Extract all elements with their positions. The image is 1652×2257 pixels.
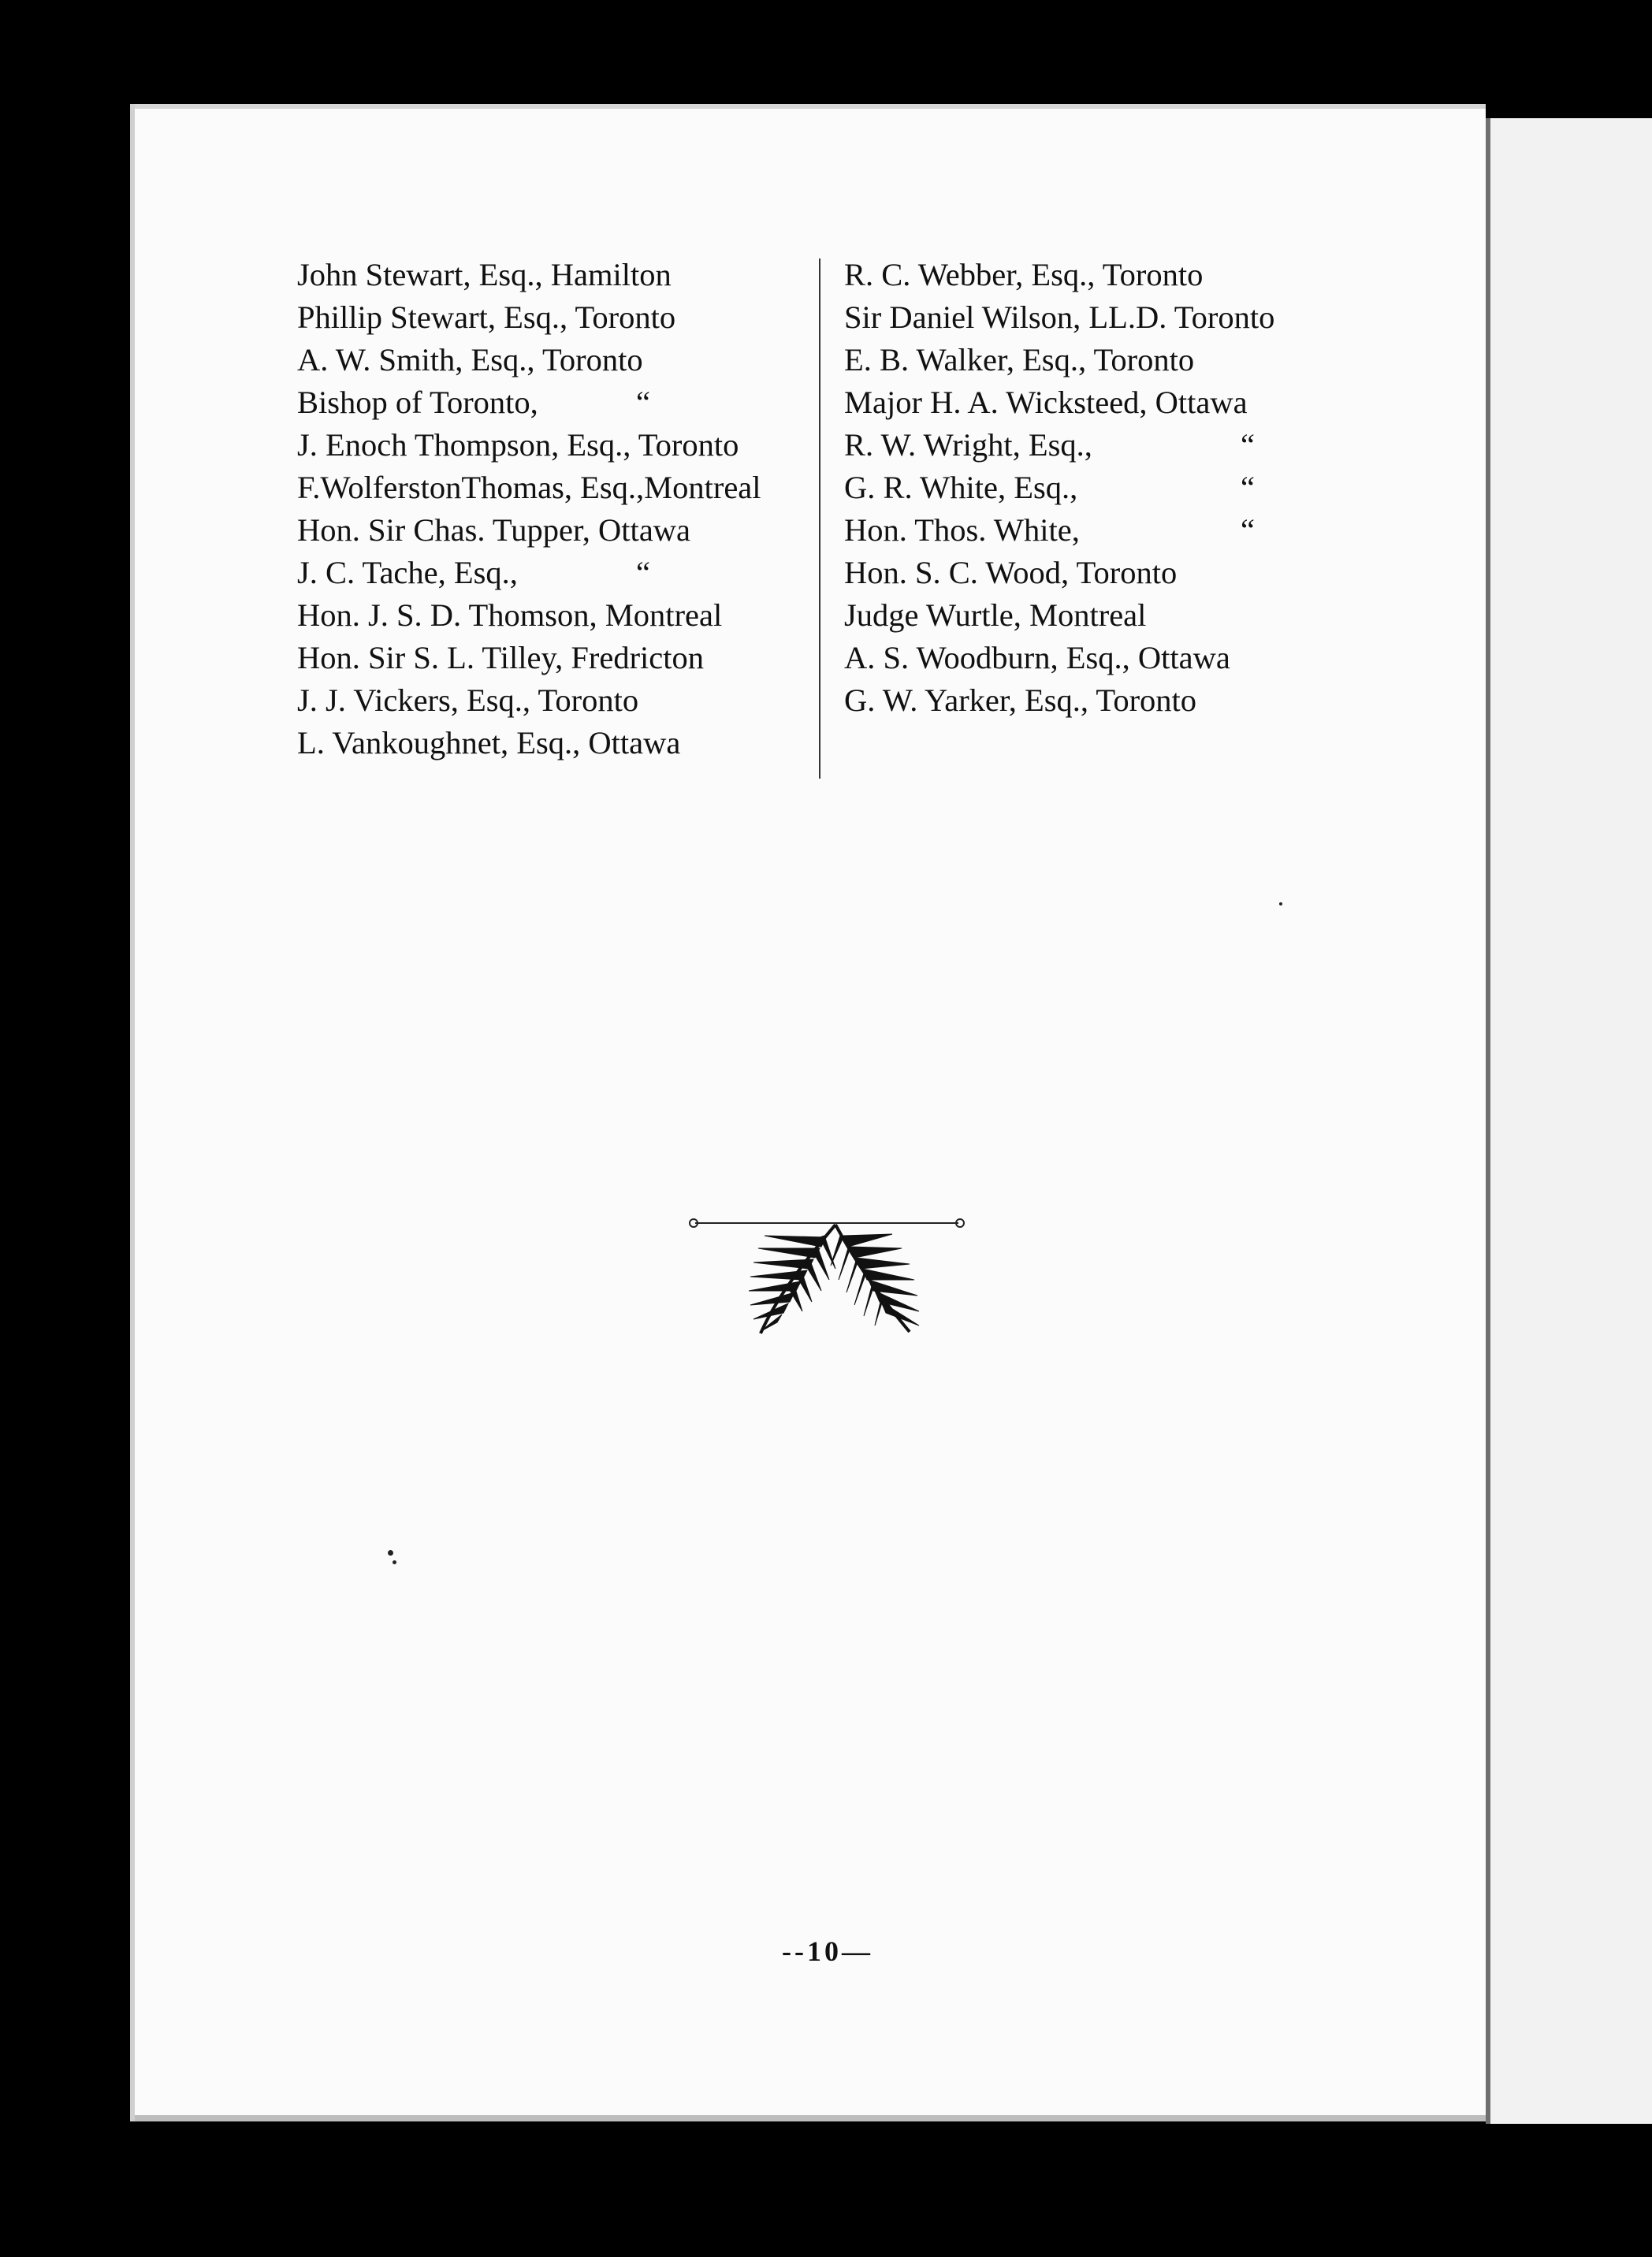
list-item xyxy=(297,594,813,637)
list-item xyxy=(297,637,813,679)
list-item xyxy=(844,254,1364,296)
list-item xyxy=(297,509,813,552)
entry-name: A. S. Woodburn, Esq., Ottawa xyxy=(844,640,1230,675)
ink-speck xyxy=(393,1560,396,1564)
entry-name: E. B. Walker, Esq., Toronto xyxy=(844,342,1195,377)
ink-speck xyxy=(388,1550,393,1556)
entry-name: Hon. Thos. White, xyxy=(844,512,1080,548)
list-item xyxy=(297,552,813,594)
list-item xyxy=(297,254,813,296)
entry-name: John Stewart, Esq., Hamilton xyxy=(297,257,672,292)
ditto-mark: “ xyxy=(636,555,650,590)
ink-speck xyxy=(1279,902,1282,905)
list-item xyxy=(844,296,1364,339)
entry-name: J. Enoch Thompson, Esq., Toronto xyxy=(297,427,739,463)
list-item xyxy=(844,679,1364,722)
entry-name: G. R. White, Esq., xyxy=(844,470,1078,505)
list-item xyxy=(844,509,1364,552)
entry-name: Phillip Stewart, Esq., Toronto xyxy=(297,299,676,335)
entry-name: Hon. S. C. Wood, Toronto xyxy=(844,555,1178,590)
list-item xyxy=(844,381,1364,424)
list-item xyxy=(297,424,813,467)
list-item xyxy=(297,722,813,764)
left-name-column xyxy=(297,254,813,764)
list-item xyxy=(844,424,1364,467)
list-item xyxy=(844,594,1364,637)
list-item xyxy=(844,637,1364,679)
list-item xyxy=(297,467,813,509)
entry-name: Hon. Sir Chas. Tupper, Ottawa xyxy=(297,512,691,548)
entry-name: J. J. Vickers, Esq., Toronto xyxy=(297,682,639,718)
column-divider xyxy=(819,258,820,779)
entry-name: F.WolferstonThomas, Esq.,Montreal xyxy=(297,470,761,505)
list-item xyxy=(297,381,813,424)
entry-name: Bishop of Toronto, xyxy=(297,385,538,420)
entry-name: L. Vankoughnet, Esq., Ottawa xyxy=(297,725,681,760)
entry-name: J. C. Tache, Esq., xyxy=(297,555,518,590)
entry-name: R. W. Wright, Esq., xyxy=(844,427,1092,463)
page-number: --10— xyxy=(782,1935,873,1967)
facing-page xyxy=(1486,118,1652,2124)
ditto-mark: “ xyxy=(1241,470,1255,505)
entry-name: Sir Daniel Wilson, LL.D. Toronto xyxy=(844,299,1275,335)
list-item xyxy=(844,339,1364,381)
list-item xyxy=(297,296,813,339)
entry-name: A. W. Smith, Esq., Toronto xyxy=(297,342,643,377)
list-item xyxy=(844,552,1364,594)
list-item xyxy=(844,467,1364,509)
ditto-mark: “ xyxy=(1241,512,1255,548)
ditto-mark: “ xyxy=(1241,427,1255,463)
right-name-column xyxy=(844,254,1364,722)
fern-leaf-icon xyxy=(686,1214,969,1348)
entry-name: Hon. Sir S. L. Tilley, Fredricton xyxy=(297,640,705,675)
entry-name: Major H. A. Wicksteed, Ottawa xyxy=(844,385,1248,420)
list-item xyxy=(297,339,813,381)
entry-name: G. W. Yarker, Esq., Toronto xyxy=(844,682,1197,718)
entry-name: Judge Wurtle, Montreal xyxy=(844,597,1147,633)
entry-name: Hon. J. S. D. Thomson, Montreal xyxy=(297,597,723,633)
list-item xyxy=(297,679,813,722)
entry-name: R. C. Webber, Esq., Toronto xyxy=(844,257,1204,292)
ditto-mark: “ xyxy=(636,385,650,420)
